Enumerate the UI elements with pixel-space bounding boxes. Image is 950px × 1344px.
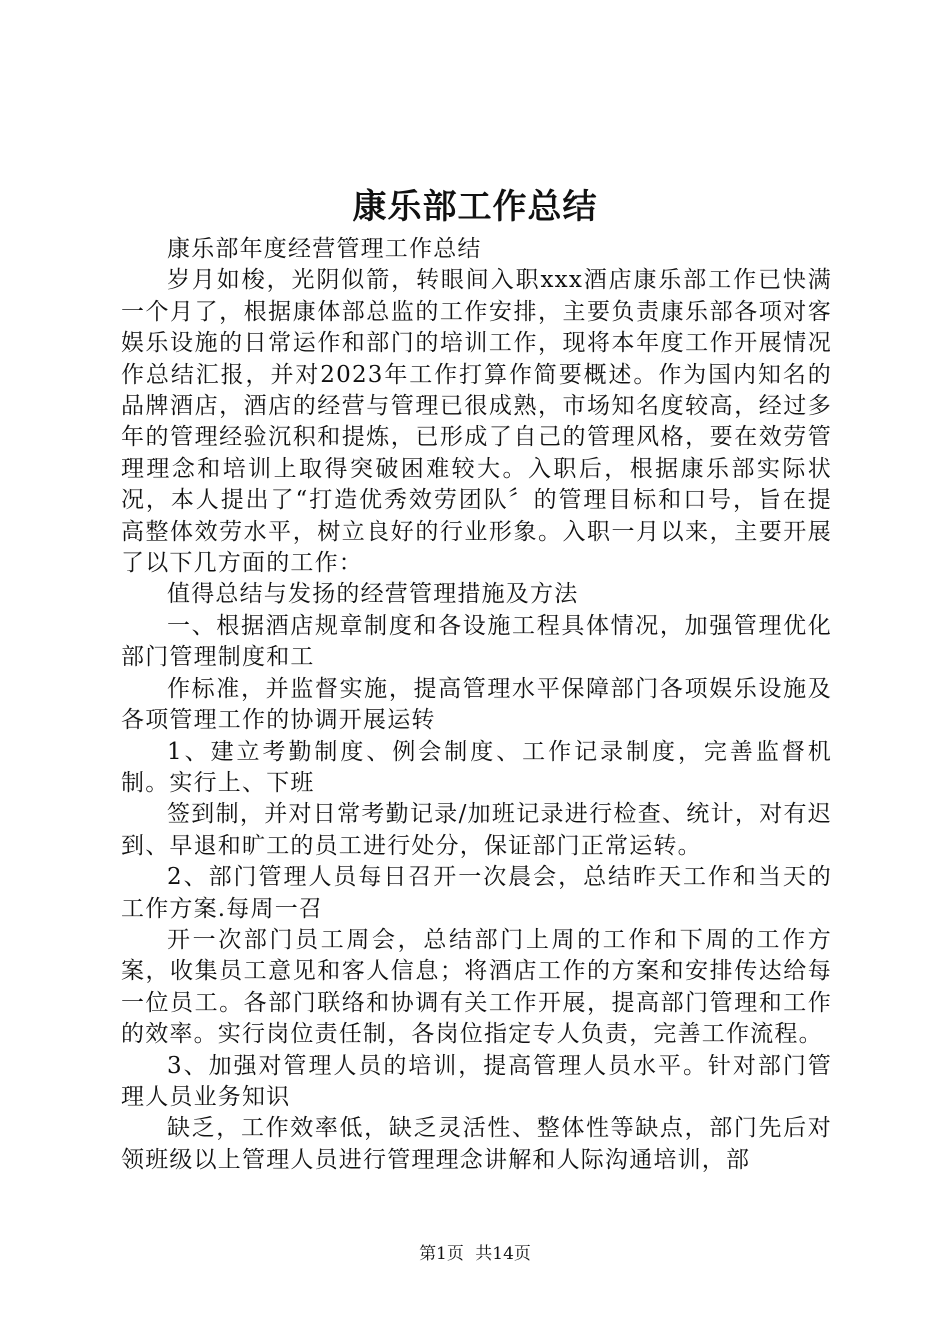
paragraph-point-2: 2、部门管理人员每日召开一次晨会，总结昨天工作和当天的工作方案.每周一召 [121, 864, 832, 922]
page-number: 第1页 [419, 1244, 464, 1264]
paragraph-point-3: 3、加强对管理人员的培训，提高管理人员水平。针对部门管理人员业务知识 [121, 1052, 832, 1110]
paragraph-item-one: 一、根据酒店规章制度和各设施工程具体情况，加强管理优化部门管理制度和工 [121, 612, 832, 671]
paragraph-subtitle: 康乐部年度经营管理工作总结 [167, 236, 482, 262]
paragraph-item-one-cont: 作标准，并监督实施，提高管理水平保障部门各项娱乐设施及各项管理工作的协调开展运转 [121, 675, 832, 734]
document-body [121, 234, 832, 1176]
page-footer [0, 1242, 950, 1266]
paragraph-section-heading: 值得总结与发扬的经营管理措施及方法 [167, 581, 579, 608]
paragraph-point-2-cont: 开一次部门员工周会，总结部门上周的工作和下周的工作方案，收集员工意见和客人信息；将酒店工作的方案和安排传达给每一位员工。各部门联络和协调有关工作开展，提高部门管理和工作的效率。实行岗位责任制，各岗位指定专人负责，完善工作流程。 [121, 926, 832, 1048]
paragraph-intro: 岁月如梭，光阴似箭，转眼间入职xxx酒店康乐部工作已快满一个月了，根据康体部总监的工作安排，主要负责康乐部各项对客娱乐设施的日常运作和部门的培训工作，现将本年度工作开展情况作总结汇报，并对2023年工作打算作简要概述。作为国内知名的品牌酒店，酒店的经营与管理已很成熟，市场知名度较高，经过多年的管理经验沉积和提炼，已形成了自己的管理风格，要在效劳管理理念和培训上取得突破困难较大。入职后，根据康乐部实际状况，本人提出了“打造优秀效劳团队〞的管理目标和口号，旨在提高整体效劳水平，树立良好的行业形象。入职一月以来，主要开展了以下几方面的工作： [121, 267, 832, 577]
document-title: 康乐部工作总结 [352, 187, 598, 227]
paragraph-point-3-cont: 缺乏，工作效率低，缺乏灵活性、整体性等缺点，部门先后对领班级以上管理人员进行管理理念讲解和人际沟通培训，部 [121, 1115, 832, 1173]
paragraph-point-1: 1、建立考勤制度、例会制度、工作记录制度，完善监督机制。实行上、下班 [121, 738, 832, 796]
page-total: 共14页 [475, 1244, 531, 1264]
paragraph-point-1-cont: 签到制，并对日常考勤记录/加班记录进行检查、统计，对有迟到、早退和旷工的员工进行处分，保证部门正常运转。 [121, 801, 832, 859]
